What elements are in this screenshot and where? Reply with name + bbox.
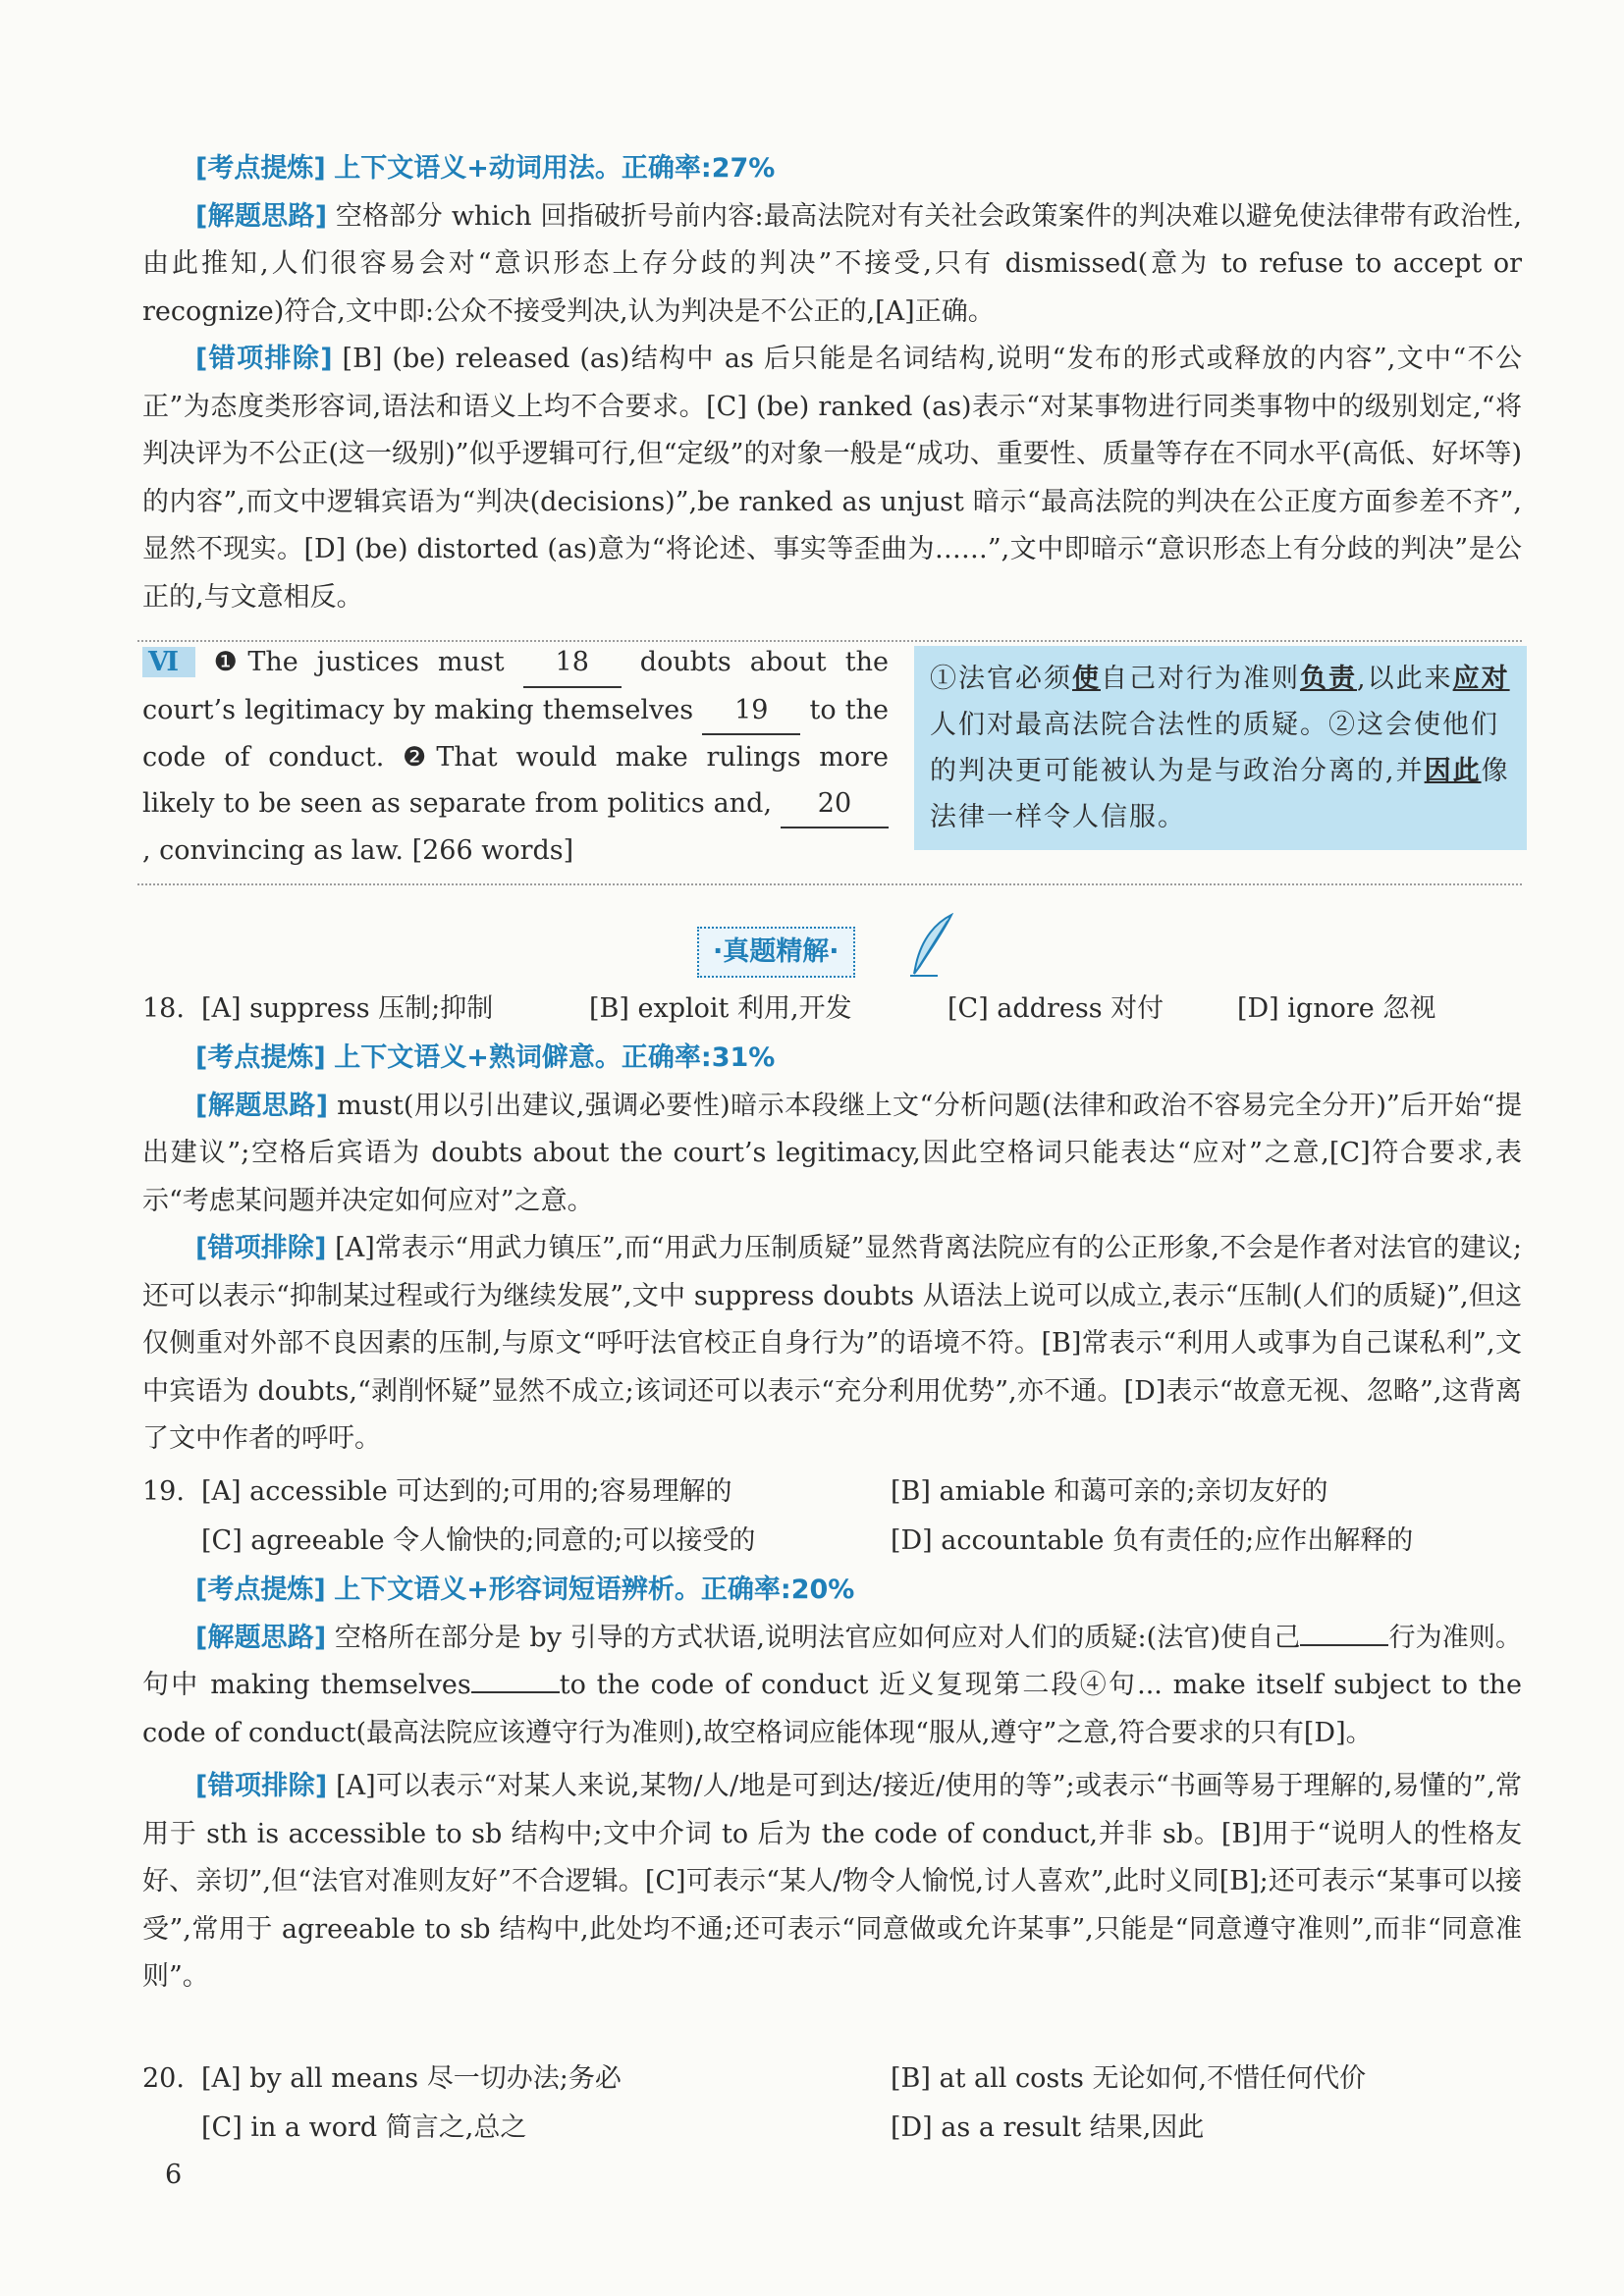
- kaodian-label: [考点提炼]: [195, 1575, 326, 1605]
- option-b[interactable]: [B] exploit 利用,开发: [589, 993, 852, 1024]
- translation-text: 像法律一样令人信服。: [930, 756, 1510, 832]
- translation-text: ①法官必须: [930, 664, 1072, 694]
- translation-text: ,以此来: [1357, 664, 1453, 694]
- q17-kaodian: [142, 145, 1522, 193]
- q18-options: [142, 986, 1522, 1033]
- kaodian-text: 上下文语义+熟词僻意。正确率:31%: [334, 1042, 776, 1073]
- sentence-1-b: doubts about the court’s legitimacy by making themselves: [142, 647, 889, 725]
- option-b[interactable]: [B] amiable 和蔼可亲的;亲切友好的: [891, 1476, 1328, 1507]
- translation-box: [914, 646, 1527, 850]
- option-d[interactable]: [D] ignore 忽视: [1237, 993, 1436, 1024]
- divider-bottom: [137, 883, 1522, 885]
- translation-keyword: 因此: [1424, 756, 1482, 786]
- translation-text: 自己对行为准则: [1101, 664, 1300, 694]
- cuoxiang-text: [A]常表示“用武力镇压”,而“用武力压制质疑”显然背离法院应有的公正形象,不会是作者对法官的建议;还可以表示“抑制某过程或行为继续发展”,文中 suppress doubts 从语法上说可以成立,表示“压制(人们的质疑)”,但这仅侧重对外部不良因素的压制,与原文“呼吁法官校正自身行为”的语境不符。[B]常表示“利用人或事为自己谋私利”,文中宾语为 doubts,“剥削怀疑”显然不成立;该词还可以表示“充分利用优势”,亦不通。[D]表示“故意无视、忽略”,这背离了文中作者的呼吁。: [142, 1233, 1522, 1454]
- quill-pen-icon: [908, 913, 955, 978]
- q18-kaodian: [142, 1035, 1522, 1083]
- q20-options: [142, 2056, 1522, 2154]
- option-d[interactable]: [D] as a result 结果,因此: [891, 2112, 1205, 2143]
- question-number: 20.: [142, 2063, 185, 2094]
- q19-jieti: [142, 1615, 1522, 1758]
- jieti-text: must(用以引出建议,强调必要性)暗示本段继上文“分析问题(法律和政治不容易完全分开)”后开始“提出建议”;空格后宾语为 doubts about the court’s legitimacy,因此空格词只能表达“应对”之意,[C]符合要求,表示“考虑某问题并决定如何应对”之意。: [142, 1090, 1522, 1216]
- q17-analysis: [142, 145, 1522, 621]
- cuoxiang-label: [错项排除]: [195, 344, 333, 374]
- kaodian-text: 上下文语义+形容词短语辨析。正确率:20%: [334, 1575, 855, 1605]
- q19-options: [142, 1468, 1522, 1567]
- q18-analysis: [142, 1035, 1522, 1464]
- translation-keyword: 使: [1072, 664, 1101, 694]
- blank-19[interactable]: 19: [702, 688, 800, 736]
- translation-text: 人们对最高法院合法性的质疑。: [930, 710, 1328, 740]
- jieti-label: [解题思路]: [195, 1090, 329, 1121]
- sentence-1-number: ❶: [213, 647, 248, 677]
- blank-20[interactable]: 20: [781, 781, 889, 829]
- jieti-text: 空格部分 which 回指破折号前内容:最高法院对有关社会政策案件的判决难以避免使法律带有政治性,由此推知,人们很容易会对“意识形态上存分歧的判决”不接受,只有 dismissed(意为 to refuse to accept or recognize)符合,文中即:公众不接受判决,认为判决是不公正的,[A]正确。: [142, 200, 1522, 327]
- option-d[interactable]: [D] accountable 负有责任的;应作出解释的: [891, 1525, 1414, 1556]
- jieti-label: [解题思路]: [195, 200, 328, 232]
- jieti-text: 行为准则。句中 making themselves: [142, 1622, 1522, 1700]
- page-number: 6: [165, 2160, 183, 2190]
- q19-cuoxiang: [142, 1763, 1522, 2002]
- sentence-2-b: , convincing as law.: [142, 835, 404, 866]
- jieti-text: to the code of conduct 近义复现第二段④句... make itself subject to the code of conduct(最高法院应该遵守行为准则),故空格词应能体现“服从,遵守”之意,符合要求的只有[D]。: [142, 1670, 1522, 1748]
- word-count: [266 words]: [411, 835, 574, 866]
- q19-analysis: [142, 1567, 1522, 2002]
- passage-section-vi: [142, 640, 1522, 876]
- blank-18[interactable]: 18: [523, 640, 622, 688]
- cuoxiang-label: [错项排除]: [195, 1233, 327, 1263]
- section-title: [697, 927, 855, 978]
- jieti-text: 空格所在部分是 by 引导的方式状语,说明法官应如何应对人们的质疑:(法官)使自己: [334, 1622, 1301, 1653]
- translation-keyword: 负责: [1300, 664, 1357, 694]
- q18-jieti: [142, 1083, 1522, 1226]
- section-mark: Ⅵ: [142, 647, 195, 677]
- inline-blank: [1300, 1644, 1388, 1646]
- option-a[interactable]: [A] accessible 可达到的;可用的;容易理解的: [201, 1476, 732, 1507]
- cuoxiang-text: [B] (be) released (as)结构中 as 后只能是名词结构,说明“发布的形式或释放的内容”,文中“不公正”为态度类形容词,语法和语义上均不合要求。[C] (be) ranked (as)表示“对某事物进行同类事物中的级别划定,“将判决评为不公正(这一级别)”似乎逻辑可行,但“定级”的对象一般是“成功、重要性、质量等存在不同水平(高低、好坏等)的内容”,而文中逻辑宾语为“判决(decisions)”,be ranked as unjust 暗示“最高法院的判决在公正度方面参差不齐”,显然不现实。[D] (be) distorted (as)意为“将论述、事实等歪曲为……”,文中即暗示“意识形态上有分歧的判决”是公正的,与文意相反。: [142, 344, 1522, 613]
- kaodian-label: [考点提炼]: [195, 1042, 326, 1073]
- passage-text: [142, 640, 889, 875]
- sentence-2-a: That would make rulings more likely to be seen as separate from politics and,: [142, 742, 889, 819]
- option-c[interactable]: [C] in a word 简言之,总之: [201, 2112, 527, 2143]
- cuoxiang-text: [A]可以表示“对某人来说,某物/人/地是可到达/接近/使用的等”;或表示“书画等易于理解的,易懂的”,常用于 sth is accessible to sb 结构中;文中介词 to 后为 the code of conduct,并非 sb。[B]用于“说明人的性格友好、亲切”,但“法官对准则友好”不合逻辑。[C]可表示“某人/物令人愉悦,讨人喜欢”,此时义同[B];还可表示“某事可以接受”,常用于 agreeable to sb 结构中,此处均不通;还可表示“同意做或允许某事”,只能是“同意遵守准则”,而非“同意准则”。: [142, 1771, 1522, 1992]
- q17-jieti: [142, 193, 1522, 337]
- option-a[interactable]: [A] suppress 压制;抑制: [201, 993, 494, 1024]
- option-c[interactable]: [C] address 对付: [947, 993, 1164, 1024]
- sentence-1-a: The justices must: [247, 647, 505, 677]
- option-b[interactable]: [B] at all costs 无论如何,不惜任何代价: [891, 2063, 1367, 2094]
- sentence-2-number: ❷: [402, 742, 437, 773]
- section-title-text: ·真题精解·: [713, 936, 839, 967]
- inline-blank: [471, 1691, 560, 1693]
- jieti-label: [解题思路]: [195, 1622, 327, 1653]
- q18-cuoxiang: [142, 1225, 1522, 1464]
- option-a[interactable]: [A] by all means 尽一切办法;务必: [201, 2063, 622, 2094]
- kaodian-label: [考点提炼]: [195, 153, 326, 184]
- sentence-1-c: to the code of conduct.: [142, 694, 889, 773]
- q17-cuoxiang: [142, 336, 1522, 621]
- question-number: 19.: [142, 1476, 185, 1507]
- cuoxiang-label: [错项排除]: [195, 1771, 328, 1801]
- option-c[interactable]: [C] agreeable 令人愉快的;同意的;可以接受的: [201, 1525, 756, 1556]
- translation-text: ②这会使他们的判决更可能被认为是与政治分离的,并: [930, 710, 1499, 786]
- question-number: 18.: [142, 993, 185, 1024]
- q19-kaodian: [142, 1567, 1522, 1615]
- kaodian-text: 上下文语义+动词用法。正确率:27%: [334, 153, 776, 184]
- translation-keyword: 应对: [1452, 664, 1510, 694]
